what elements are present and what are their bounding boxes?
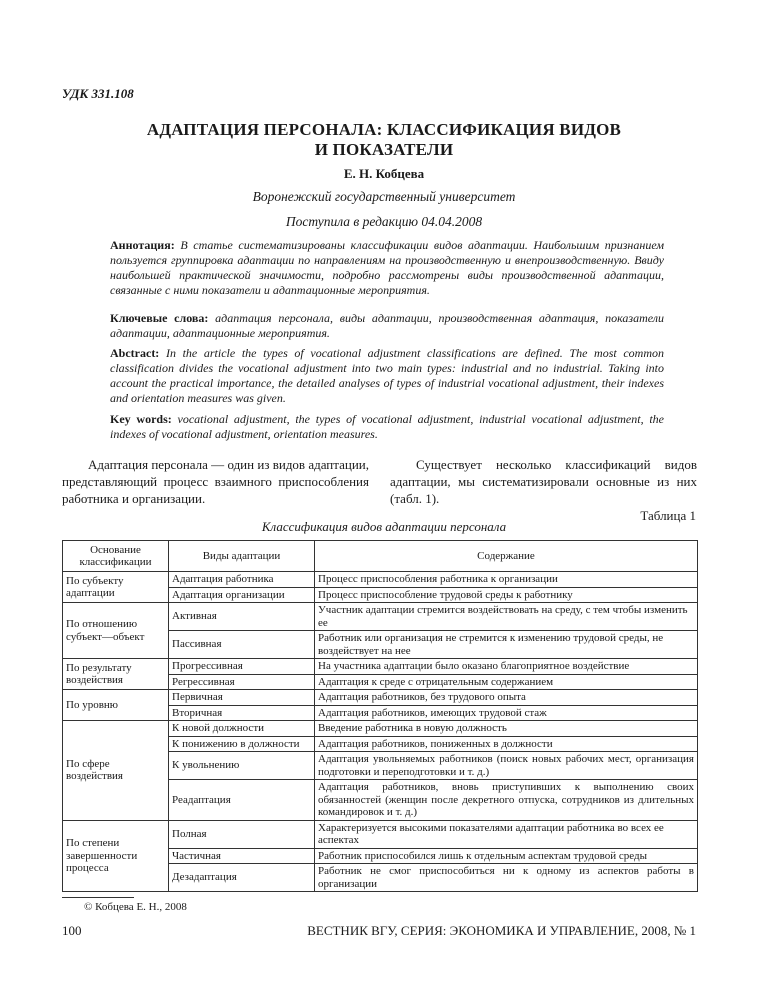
content-cell: Адаптация работников, вновь приступивших к выполнению своих обязанностей (женщин после декретного отпуска, сотрудников из длительных командировок и т. д.) — [315, 780, 698, 821]
table-row — [63, 603, 698, 631]
keywords-ru-block — [110, 311, 664, 341]
type-cell: Полная — [169, 820, 315, 848]
content-cell: Адаптация к среде с отрицательным содержанием — [315, 674, 698, 690]
type-cell: Дезадаптация — [169, 864, 315, 892]
table-row — [63, 690, 698, 706]
group-cell: По результату воздействия — [63, 659, 169, 690]
header-types: Виды адаптации — [169, 541, 315, 572]
content-cell: Работник приспособился лишь к отдельным аспектам трудовой среды — [315, 848, 698, 864]
keywords-ru-text: адаптация персонала, виды адаптации, производственная адаптация, показатели адаптации, адаптационные мероприятия. — [110, 311, 664, 340]
table-row — [63, 572, 698, 588]
group-cell: По степени завершенности процесса — [63, 820, 169, 892]
table-row — [63, 721, 698, 737]
content-cell: Участник адаптации стремится воздействовать на среду, с тем чтобы изменить ее — [315, 603, 698, 631]
page-number: 100 — [62, 923, 82, 938]
title-line-1: АДАПТАЦИЯ ПЕРСОНАЛА: КЛАССИФИКАЦИЯ ВИДОВ — [146, 120, 622, 139]
annotation-label: Аннотация: — [110, 238, 175, 252]
keywords-ru-label: Ключевые слова: — [110, 311, 209, 325]
table-row — [63, 820, 698, 848]
type-cell: Регрессивная — [169, 674, 315, 690]
type-cell: Адаптация работника — [169, 572, 315, 588]
group-cell: По отношению субъект—объект — [63, 603, 169, 659]
content-cell: Работник или организация не стремится к изменению трудовой среды, не воздействует на нее — [315, 631, 698, 659]
content-cell: Работник не смог приспособиться ни к одному из аспектов работы в организации — [315, 864, 698, 892]
content-cell: Адаптация работников, имеющих трудовой стаж — [315, 705, 698, 721]
keywords-en-text: vocational adjustment, the types of vocational adjustment, industrial vocational adjustment, the indexes of vocational adjustment, orientation measures. — [110, 412, 664, 441]
group-cell: По сфере воздействия — [63, 721, 169, 821]
journal-footer: ВЕСТНИК ВГУ, СЕРИЯ: ЭКОНОМИКА И УПРАВЛЕНИЕ, 2008, № 1 — [307, 923, 696, 938]
type-cell: Первичная — [169, 690, 315, 706]
content-cell: Характеризуется высокими показателями адаптации работника во всех ее аспектах — [315, 820, 698, 848]
table-caption: Классификация видов адаптации персонала — [261, 519, 507, 534]
type-cell: Адаптация организации — [169, 587, 315, 603]
group-cell: По уровню — [63, 690, 169, 721]
annotation-text: В статье систематизированы классификации видов адаптации. Наибольшим признанием пользуется группировка адаптации по направлениям на производственную и внепроизводственную. Ввиду наибольшей практической значимости, подробно рассмотрены виды производственной адаптации, связанные с ними показатели и адаптационные мероприятия. — [110, 238, 665, 297]
table-header-row — [63, 541, 698, 572]
annotation-block — [110, 238, 664, 298]
body-right-paragraph: Существует несколько классификаций видов адаптации, мы систематизировали основные из них (табл. 1). — [390, 457, 697, 506]
abstract-en-block — [110, 346, 664, 406]
received-date: Поступила в редакцию 04.04.2008 — [285, 214, 483, 229]
type-cell: Вторичная — [169, 705, 315, 721]
content-cell: Адаптация работников, без трудового опыта — [315, 690, 698, 706]
author: Е. Н. Кобцева — [343, 166, 425, 181]
article-title — [62, 120, 706, 160]
footnote-rule — [62, 897, 134, 898]
keywords-en-label: Key words: — [110, 412, 172, 426]
content-cell: Адаптация работников, пониженных в должности — [315, 736, 698, 752]
type-cell: К увольнению — [169, 752, 315, 780]
type-cell: Прогрессивная — [169, 659, 315, 675]
title-line-2: И ПОКАЗАТЕЛИ — [314, 140, 454, 159]
body-left-paragraph: Адаптация персонала — один из видов адаптации, представляющий процесс взаимного приспособления работника и организации. — [62, 457, 369, 506]
type-cell: Активная — [169, 603, 315, 631]
header-basis: Основание классификации — [63, 541, 169, 572]
keywords-en-block — [110, 412, 664, 442]
content-cell: Адаптация увольняемых работников (поиск новых рабочих мест, организация подготовки и переподготовки и т. д.) — [315, 752, 698, 780]
content-cell: Процесс приспособления работника к организации — [315, 572, 698, 588]
table-row — [63, 659, 698, 675]
type-cell: Частичная — [169, 848, 315, 864]
affiliation: Воронежский государственный университет — [252, 189, 516, 204]
type-cell: Реадаптация — [169, 780, 315, 821]
content-cell: Процесс приспособление трудовой среды к работнику — [315, 587, 698, 603]
type-cell: К новой должности — [169, 721, 315, 737]
abstract-en-text: In the article the types of vocational adjustment classifications are defined. The most common classification divides the vocational adjustment into two main types: industrial and no industrial. Taking into account the practical importance, the detailed analyses of types of industrial vocational adjustment, their indexes and orientation measures was given. — [110, 346, 664, 405]
group-cell: По субъекту адаптации — [63, 572, 169, 603]
copyright-footnote: © Кобцева Е. Н., 2008 — [84, 901, 187, 913]
type-cell: Пассивная — [169, 631, 315, 659]
type-cell: К понижению в должности — [169, 736, 315, 752]
table-number: Таблица 1 — [640, 508, 696, 523]
abstract-en-label: Abctract: — [110, 346, 160, 360]
content-cell: На участника адаптации было оказано благоприятное воздействие — [315, 659, 698, 675]
classification-table — [62, 540, 698, 892]
udc-code: УДК 331.108 — [62, 86, 134, 101]
header-content: Содержание — [315, 541, 698, 572]
content-cell: Введение работника в новую должность — [315, 721, 698, 737]
